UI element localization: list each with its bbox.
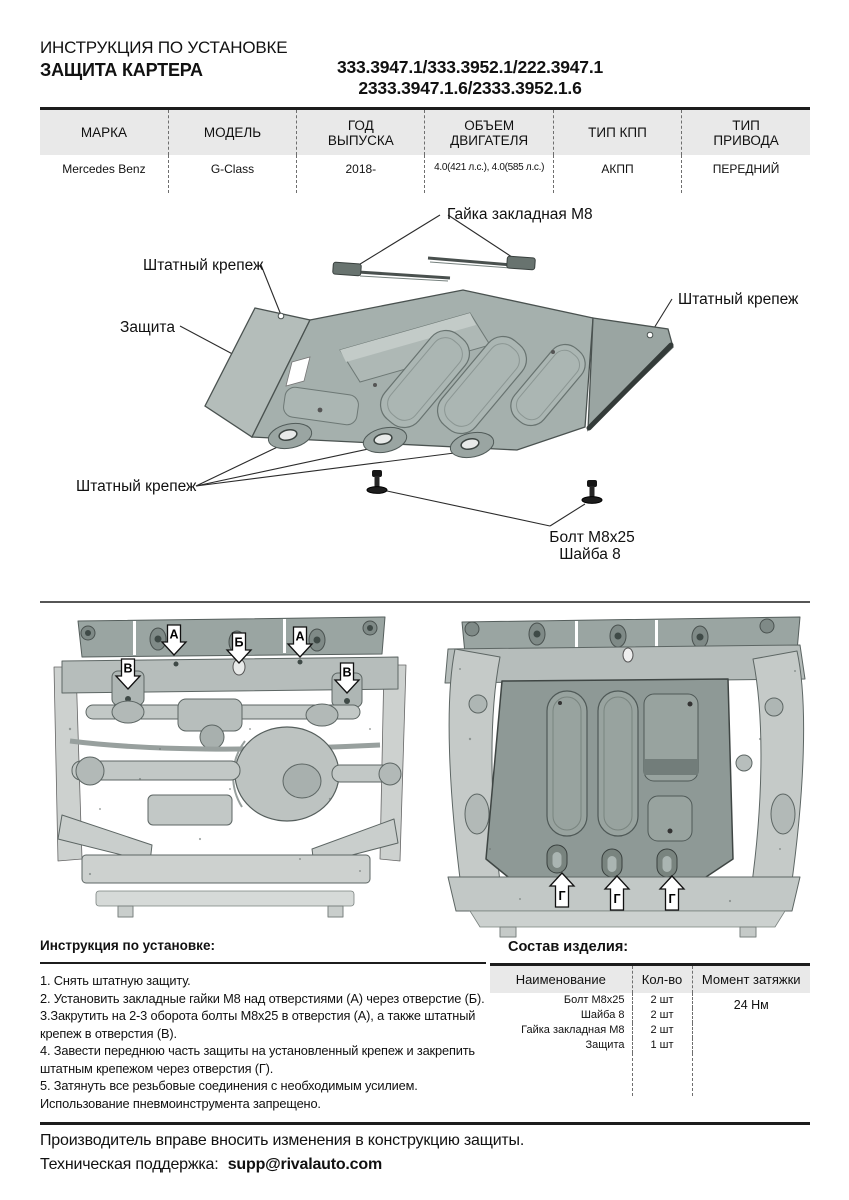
marker-letter: Г (668, 892, 676, 906)
instructions-steps (40, 972, 486, 1112)
col-year: ГОД ВЫПУСКА (297, 109, 425, 156)
part-numbers-line2: 2333.3947.1.6/2333.3952.1.6 (358, 78, 582, 98)
section-divider (40, 601, 810, 603)
footer-support (40, 1156, 382, 1174)
skid-plate-illustration (205, 290, 673, 461)
mount-notch (278, 313, 284, 319)
marker-letter: В (342, 665, 352, 680)
torque-value: 24 Нм (692, 993, 810, 1096)
instruction-step: 1. Снять штатную защиту. (40, 973, 191, 988)
parts-list-title: Состав изделия: (508, 939, 629, 955)
part-name: Защита (585, 1039, 625, 1051)
col-brand: МАРКА (40, 109, 168, 156)
exploded-view-diagram (0, 195, 849, 605)
col-part-name: Наименование (490, 965, 632, 994)
label-bolt: Болт М8х25 (549, 529, 635, 546)
marker-letter: В (123, 661, 133, 676)
bolt-icon (367, 470, 387, 493)
marker-letter: Г (613, 892, 621, 906)
part-name: Болт М8х25 (563, 994, 625, 1006)
footer-rule (40, 1122, 810, 1125)
label-shield: Защита (120, 319, 175, 336)
embedded-nut-strip-right (428, 256, 535, 270)
mount-notch (647, 332, 653, 338)
instructions-title: Инструкция по установке: (40, 938, 215, 953)
cell-year: 2018- (297, 155, 425, 193)
label-washer: Шайба 8 (559, 546, 621, 563)
doc-type-title: ИНСТРУКЦИЯ ПО УСТАНОВКЕ (40, 38, 288, 57)
col-model: МОДЕЛЬ (168, 109, 296, 156)
product-title: ЗАЩИТА КАРТЕРА (40, 60, 203, 80)
cell-gearbox: АКПП (553, 155, 681, 193)
marker-letter: А (169, 627, 179, 642)
part-qty: 2 шт (632, 993, 692, 1008)
installed-shield (486, 679, 733, 881)
col-drive: ТИП ПРИВОДА (682, 109, 810, 156)
support-label: Техническая поддержка: (40, 1156, 219, 1173)
part-qty: 2 шт (632, 1023, 692, 1038)
bolt-icon (582, 480, 602, 503)
col-engine: ОБЪЕМ ДВИГАТЕЛЯ (425, 109, 553, 156)
cell-model: G-Class (168, 155, 296, 193)
part-name: Гайка закладная М8 (521, 1024, 625, 1036)
embedded-nut-strip-left (333, 262, 450, 281)
vehicle-table (40, 107, 810, 193)
parts-table (490, 963, 810, 1096)
part-qty: 1 шт (632, 1038, 692, 1053)
label-embedded-nut: Гайка закладная М8 (447, 206, 593, 223)
parts-table-header-row (490, 965, 810, 994)
installation-instructions (40, 938, 486, 1112)
part-qty: 2 шт (632, 1008, 692, 1023)
installation-views (0, 609, 849, 941)
chassis-view-without-shield (54, 617, 406, 917)
parts-row (490, 993, 810, 1008)
vehicle-table-row (40, 155, 810, 193)
label-stock-fastener-top: Штатный крепеж (143, 257, 264, 274)
part-numbers (250, 57, 690, 99)
footer-disclaimer: Производитель вправе вносить изменения в конструкцию защиты. (40, 1132, 525, 1149)
part-numbers-line1: 333.3947.1/333.3952.1/222.3947.1 (336, 57, 604, 77)
marker-letter: Б (234, 635, 244, 650)
cell-drive: ПЕРЕДНИЙ (682, 155, 810, 193)
instruction-step: 5. Затянуть все резьбовые соединения с необходимым усилием. (40, 1078, 418, 1093)
marker-letter: Г (558, 889, 566, 903)
label-stock-fastener-bottom: Штатный крепеж (76, 478, 197, 495)
cell-brand: Mercedes Benz (62, 162, 146, 176)
support-email: supp@rivalauto.com (227, 1156, 382, 1173)
part-name: Шайба 8 (580, 1009, 625, 1021)
instruction-step: Использование пневмоинструмента запрещено. (40, 1095, 321, 1111)
col-torque: Момент затяжки (692, 965, 810, 994)
marker-letter: А (295, 629, 305, 644)
cell-engine: 4.0(421 л.с.), 4.0(585 л.с.) (425, 155, 553, 193)
col-qty: Кол-во (632, 965, 692, 994)
instruction-step: 3.Закрутить на 2-3 оборота болты М8х25 в отверстия (А), а также штатный крепеж в отверстия (В). (40, 1008, 476, 1041)
instruction-step: 2. Установить закладные гайки М8 над отверстиями (А) через отверстие (Б). (40, 990, 485, 1006)
vehicle-table-header-row (40, 109, 810, 156)
col-gearbox: ТИП КПП (553, 109, 681, 156)
instruction-step: 4. Завести переднюю часть защиты на установленный крепеж и закрепить штатным крепежом через отверстия (Г). (40, 1043, 475, 1076)
label-stock-fastener-right: Штатный крепеж (678, 291, 799, 308)
instructions-rule (40, 962, 486, 964)
